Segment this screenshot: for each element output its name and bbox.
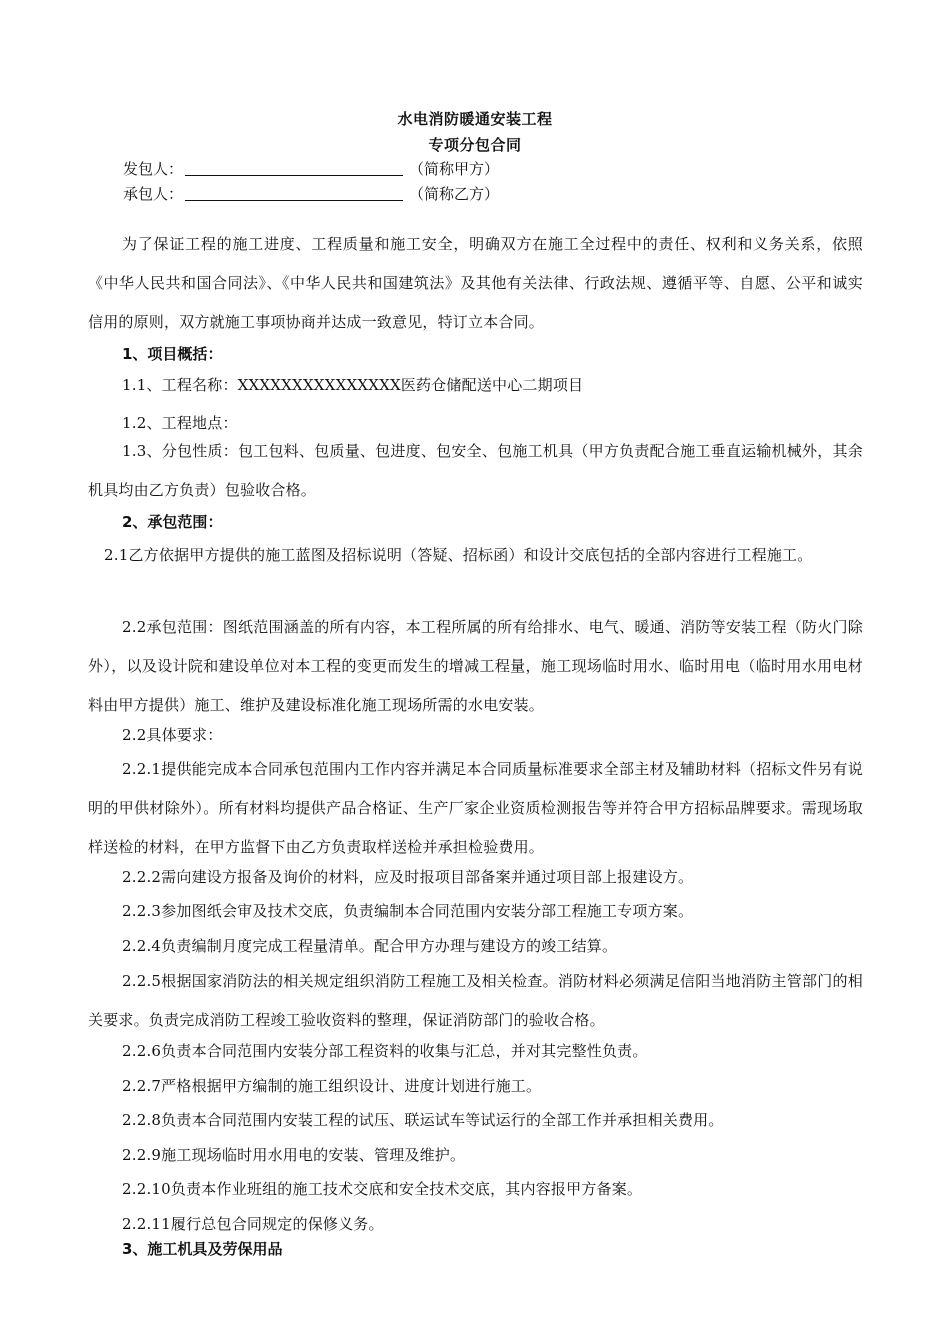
intro-paragraph: 为了保证工程的施工进度、工程质量和施工安全，明确双方在施工全过程中的责任、权利和义务关系，依照《中华人民共和国合同法》、《中华人民共和国建筑法》及其他有关法律、行政法规、遵循平等、自愿、公平和诚实信用的原则，双方就施工事项协商并达成一致意见，特订立本合同。 <box>88 235 863 331</box>
party-b-label: 承包人： <box>123 185 184 203</box>
clause-2-2-6: 2.2.6负责本合同范围内安装分部工程资料的收集与汇总，并对其完整性负责。 <box>122 1042 648 1060</box>
section-3-heading: 3、施工机具及劳保用品 <box>122 1240 283 1258</box>
clause-2-2-9: 2.2.9施工现场临时用水用电的安装、管理及维护。 <box>122 1146 466 1164</box>
clause-2-2-2: 2.2.2需向建设方报备及询价的材料，应及时报项目部备案并通过项目部上报建设方。 <box>122 868 694 886</box>
party-b-row <box>123 183 499 204</box>
clause-2-2-4: 2.2.4负责编制月度完成工程量清单。配合甲方办理与建设方的竣工结算。 <box>122 937 618 955</box>
party-b-suffix: （简称乙方） <box>409 185 500 203</box>
clause-2-2-1: 2.2.1提供能完成本合同承包范围内工作内容并满足本合同质量标准要求全部主材及辅助材料（招标文件另有说明的甲供材除外）。所有材料均提供产品合格证、生产厂家企业资质检测报告等并符合甲方招标品牌要求。需现场取样送检的材料，在甲方监督下由乙方负责取样送检并承担检验费用。 <box>88 760 863 856</box>
clause-1-2: 1.2、工程地点： <box>122 414 238 432</box>
clause-1-1: 1.1、工程名称：XXXXXXXXXXXXXXX医药仓储配送中心二期项目 <box>122 376 584 394</box>
party-a-suffix: （简称甲方） <box>409 160 500 178</box>
clause-2-2: 2.2承包范围：图纸范围涵盖的所有内容，本工程所属的所有给排水、电气、暖通、消防等安装工程（防火门除外），以及设计院和建设单位对本工程的变更而发生的增减工程量，施工现场临时用水、临时用电（临时用水用电材料由甲方提供）施工、维护及建设标准化施工现场所需的水电安装。 <box>88 618 863 714</box>
document-title: 水电消防暖通安装工程 <box>397 110 553 128</box>
clause-2-2-8: 2.2.8负责本合同范围内安装工程的试压、联运试车等试运行的全部工作并承担相关费用。 <box>122 1111 724 1129</box>
party-a-row <box>123 158 499 179</box>
party-a-label: 发包人： <box>123 160 184 178</box>
clause-2-2-5: 2.2.5根据国家消防法的相关规定组织消防工程施工及相关检查。消防材料必须满足信阳当地消防主管部门的相关要求。负责完成消防工程竣工验收资料的整理，保证消防部门的验收合格。 <box>88 972 863 1029</box>
clause-2-2-10: 2.2.10负责本作业班组的施工技术交底和安全技术交底，其内容报甲方备案。 <box>122 1180 643 1198</box>
party-b-blank-line <box>185 186 403 201</box>
section-1-heading: 1、项目概括： <box>122 345 223 363</box>
clause-2-2-11: 2.2.11履行总包合同规定的保修义务。 <box>122 1215 384 1233</box>
clause-1-3: 1.3、分包性质：包工包料、包质量、包进度、包安全、包施工机具（甲方负责配合施工垂直运输机械外，其余机具均由乙方负责）包验收合格。 <box>88 442 863 499</box>
clause-2-1: 2.1乙方依据甲方提供的施工蓝图及招标说明（答疑、招标函）和设计交底包括的全部内容进行工程施工。 <box>104 546 813 564</box>
clause-2-2-3: 2.2.3参加图纸会审及技术交底，负责编制本合同范围内安装分部工程施工专项方案。 <box>122 902 694 920</box>
clause-2-2-requirements: 2.2具体要求： <box>122 726 223 744</box>
party-a-blank-line <box>185 161 403 176</box>
section-2-heading: 2、承包范围： <box>122 513 223 531</box>
document-subtitle: 专项分包合同 <box>428 136 522 154</box>
clause-2-2-7: 2.2.7严格根据甲方编制的施工组织设计、进度计划进行施工。 <box>122 1077 542 1095</box>
